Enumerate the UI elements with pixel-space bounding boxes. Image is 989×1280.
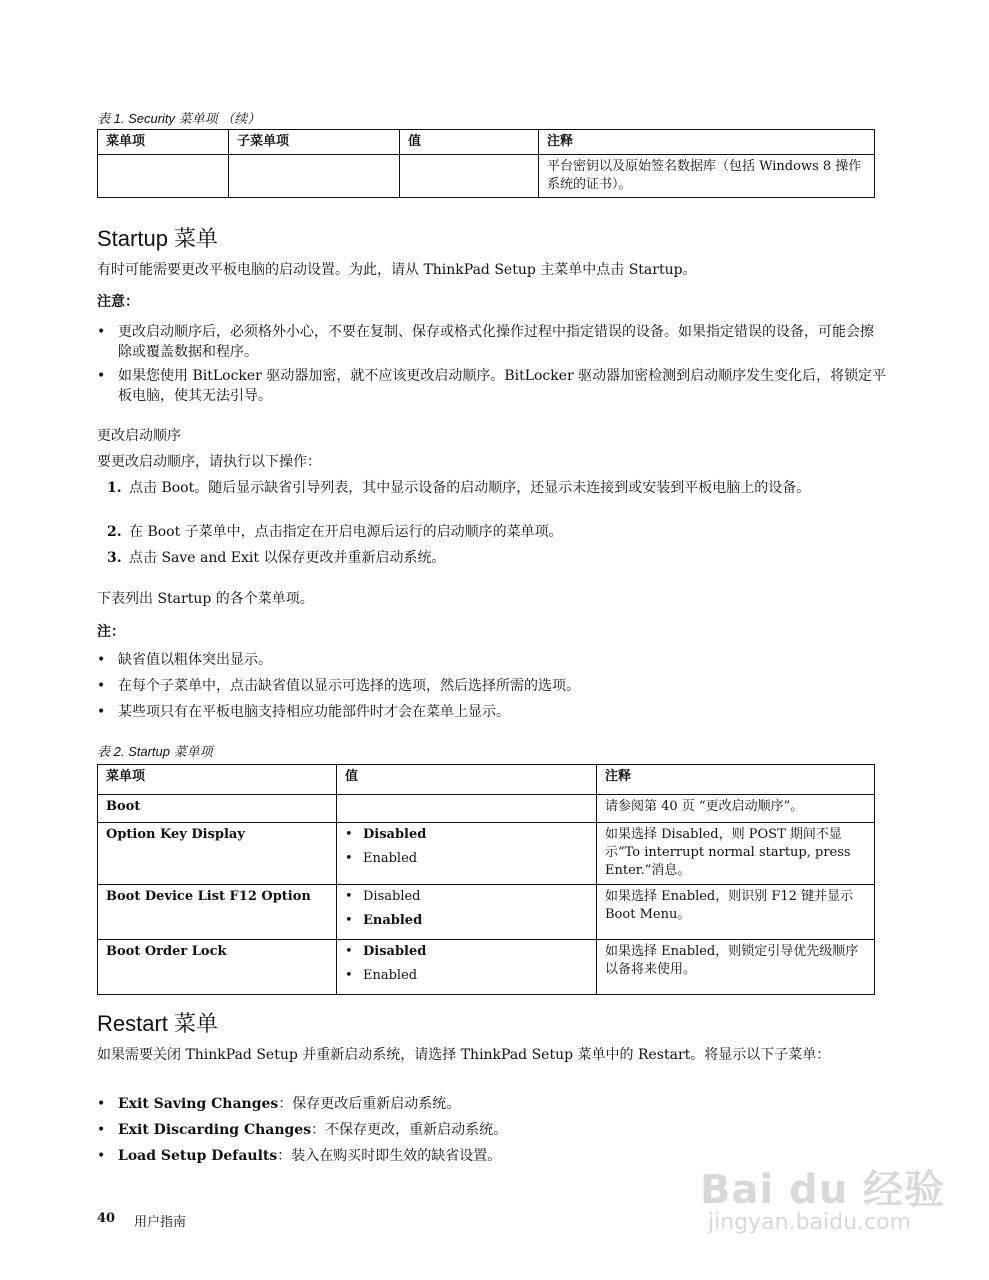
bullet: • bbox=[345, 827, 353, 842]
list-item bbox=[97, 1120, 887, 1140]
bullet: • bbox=[97, 678, 106, 694]
bullet: • bbox=[97, 652, 106, 668]
bullet: • bbox=[345, 968, 353, 983]
bullet: • bbox=[97, 1096, 106, 1112]
bullet: • bbox=[97, 1148, 106, 1164]
startup-intro: 有时可能需要更改平板电脑的启动设置。为此，请从 ThinkPad Setup 主菜单中点击 Startup。 bbox=[97, 262, 697, 278]
table1-header: 子菜单项 bbox=[229, 130, 400, 155]
value-option bbox=[345, 967, 588, 991]
restart-item-desc: ：保存更改后重新启动系统。 bbox=[278, 1096, 461, 1112]
subheading-change-boot-order: 更改启动顺序 bbox=[97, 427, 181, 443]
value-option-label: Disabled bbox=[363, 827, 427, 842]
attention-label: 注意： bbox=[97, 294, 139, 310]
baidu-watermark-url: jingyan.baidu.com bbox=[708, 1210, 912, 1235]
list-item bbox=[107, 478, 887, 498]
value-option-label: Disabled bbox=[363, 889, 421, 904]
note-cell: 请参阅第 40 页 “更改启动顺序”。 bbox=[597, 795, 875, 823]
note-text: 在每个子菜单中，点击缺省值以显示可选择的选项，然后选择所需的选项。 bbox=[118, 678, 580, 694]
table-row bbox=[98, 823, 875, 885]
table2-header: 值 bbox=[337, 765, 597, 795]
bullet: • bbox=[97, 704, 106, 720]
step-text: 点击 Boot。随后显示缺省引导列表，其中显示设备的启动顺序，还显示未连接到或安装到平板电脑上的设备。 bbox=[129, 480, 811, 496]
table2-caption: 表 2. Startup 菜单项 bbox=[97, 744, 213, 759]
value-option bbox=[345, 850, 588, 874]
footer-title: 用户指南 bbox=[134, 1215, 187, 1230]
note-cell: 如果选择 Disabled，则 POST 期间不显示“To interrupt normal startup, press Enter.”消息。 bbox=[597, 823, 875, 885]
restart-item-desc: ：不保存更改，重新启动系统。 bbox=[311, 1122, 508, 1138]
bullet: • bbox=[97, 324, 106, 340]
menu-item-cell: Boot Device List F12 Option bbox=[98, 885, 337, 940]
note-text: 某些项只有在平板电脑支持相应功能部件时才会在菜单上显示。 bbox=[118, 704, 510, 720]
steps-intro: 要更改启动顺序，请执行以下操作： bbox=[97, 454, 321, 470]
restart-item-term: Exit Discarding Changes bbox=[118, 1122, 312, 1138]
list-item bbox=[97, 676, 887, 696]
bullet: • bbox=[97, 368, 106, 384]
value-option bbox=[345, 888, 588, 912]
menu-item-cell: Option Key Display bbox=[98, 823, 337, 885]
table2-header: 注释 bbox=[597, 765, 875, 795]
step-text: 点击 Save and Exit 以保存更改并重新启动系统。 bbox=[129, 550, 446, 566]
startup-heading: Startup 菜单 bbox=[97, 226, 219, 251]
table-row bbox=[98, 885, 875, 940]
value-option-label: Enabled bbox=[363, 968, 418, 983]
bullet: • bbox=[345, 913, 353, 928]
value-cell bbox=[337, 823, 597, 885]
restart-heading: Restart 菜单 bbox=[97, 1011, 219, 1036]
table1-cell: 平台密钥以及原始签名数据库（包括 Windows 8 操作系统的证书）。 bbox=[539, 155, 875, 198]
note-text: 缺省值以粗体突出显示。 bbox=[118, 652, 272, 668]
page-number: 40 bbox=[97, 1211, 116, 1226]
list-item bbox=[97, 366, 887, 406]
restart-item-term: Exit Saving Changes bbox=[118, 1096, 279, 1112]
list-item bbox=[107, 548, 887, 568]
value-option bbox=[345, 912, 588, 936]
attention-text: 如果您使用 BitLocker 驱动器加密，就不应该更改启动顺序。BitLocker 驱动器加密检测到启动顺序发生变化后，将锁定平板电脑，使其无法引导。 bbox=[118, 368, 887, 404]
menu-item-cell: Boot Order Lock bbox=[98, 940, 337, 995]
note-cell: 如果选择 Enabled，则锁定引导优先级顺序以备将来使用。 bbox=[597, 940, 875, 995]
bullet: • bbox=[345, 944, 353, 959]
value-cell bbox=[337, 795, 597, 823]
note-cell: 如果选择 Enabled，则识别 F12 键并显示 Boot Menu。 bbox=[597, 885, 875, 940]
list-item bbox=[107, 522, 887, 542]
table1 bbox=[97, 129, 875, 198]
table1-header: 值 bbox=[400, 130, 539, 155]
bullet: • bbox=[97, 1122, 106, 1138]
value-option bbox=[345, 826, 588, 850]
step-number: 1. bbox=[107, 480, 122, 496]
table-intro: 下表列出 Startup 的各个菜单项。 bbox=[97, 591, 314, 607]
baidu-watermark-logo: Bai du 经验 bbox=[700, 1167, 946, 1213]
bullet: • bbox=[345, 851, 353, 866]
value-option bbox=[345, 943, 588, 967]
table1-cell bbox=[98, 155, 229, 198]
table-row bbox=[98, 795, 875, 823]
table2 bbox=[97, 764, 875, 995]
value-cell bbox=[337, 885, 597, 940]
restart-item-desc: ：装入在购买时即生效的缺省设置。 bbox=[277, 1148, 502, 1164]
note-label: 注： bbox=[97, 624, 125, 640]
table2-header-row bbox=[98, 765, 875, 795]
list-item bbox=[97, 702, 887, 722]
restart-item-term: Load Setup Defaults bbox=[118, 1148, 278, 1164]
value-cell bbox=[337, 940, 597, 995]
table1-header: 菜单项 bbox=[98, 130, 229, 155]
table1-header: 注释 bbox=[539, 130, 875, 155]
table-row bbox=[98, 940, 875, 995]
list-item bbox=[97, 650, 887, 670]
table1-cell bbox=[229, 155, 400, 198]
list-item bbox=[97, 322, 887, 362]
table1-cell bbox=[400, 155, 539, 198]
value-option-label: Disabled bbox=[363, 944, 427, 959]
step-number: 2. bbox=[107, 524, 122, 540]
value-option-label: Enabled bbox=[363, 851, 418, 866]
step-text: 在 Boot 子菜单中，点击指定在开启电源后运行的启动顺序的菜单项。 bbox=[129, 524, 563, 540]
attention-text: 更改启动顺序后，必须格外小心，不要在复制、保存或格式化操作过程中指定错误的设备。如果指定错误的设备，可能会擦除或覆盖数据和程序。 bbox=[118, 324, 874, 360]
step-number: 3. bbox=[107, 550, 122, 566]
table-row bbox=[98, 155, 875, 198]
table2-header: 菜单项 bbox=[98, 765, 337, 795]
bullet: • bbox=[345, 889, 353, 904]
value-option-label: Enabled bbox=[363, 913, 423, 928]
table1-header-row bbox=[98, 130, 875, 155]
menu-item-cell: Boot bbox=[98, 795, 337, 823]
table1-caption: 表 1. Security 菜单项 （续） bbox=[97, 111, 261, 126]
list-item bbox=[97, 1094, 887, 1114]
restart-intro: 如果需要关闭 ThinkPad Setup 并重新启动系统，请选择 ThinkPad Setup 菜单中的 Restart。将显示以下子菜单： bbox=[97, 1047, 831, 1063]
